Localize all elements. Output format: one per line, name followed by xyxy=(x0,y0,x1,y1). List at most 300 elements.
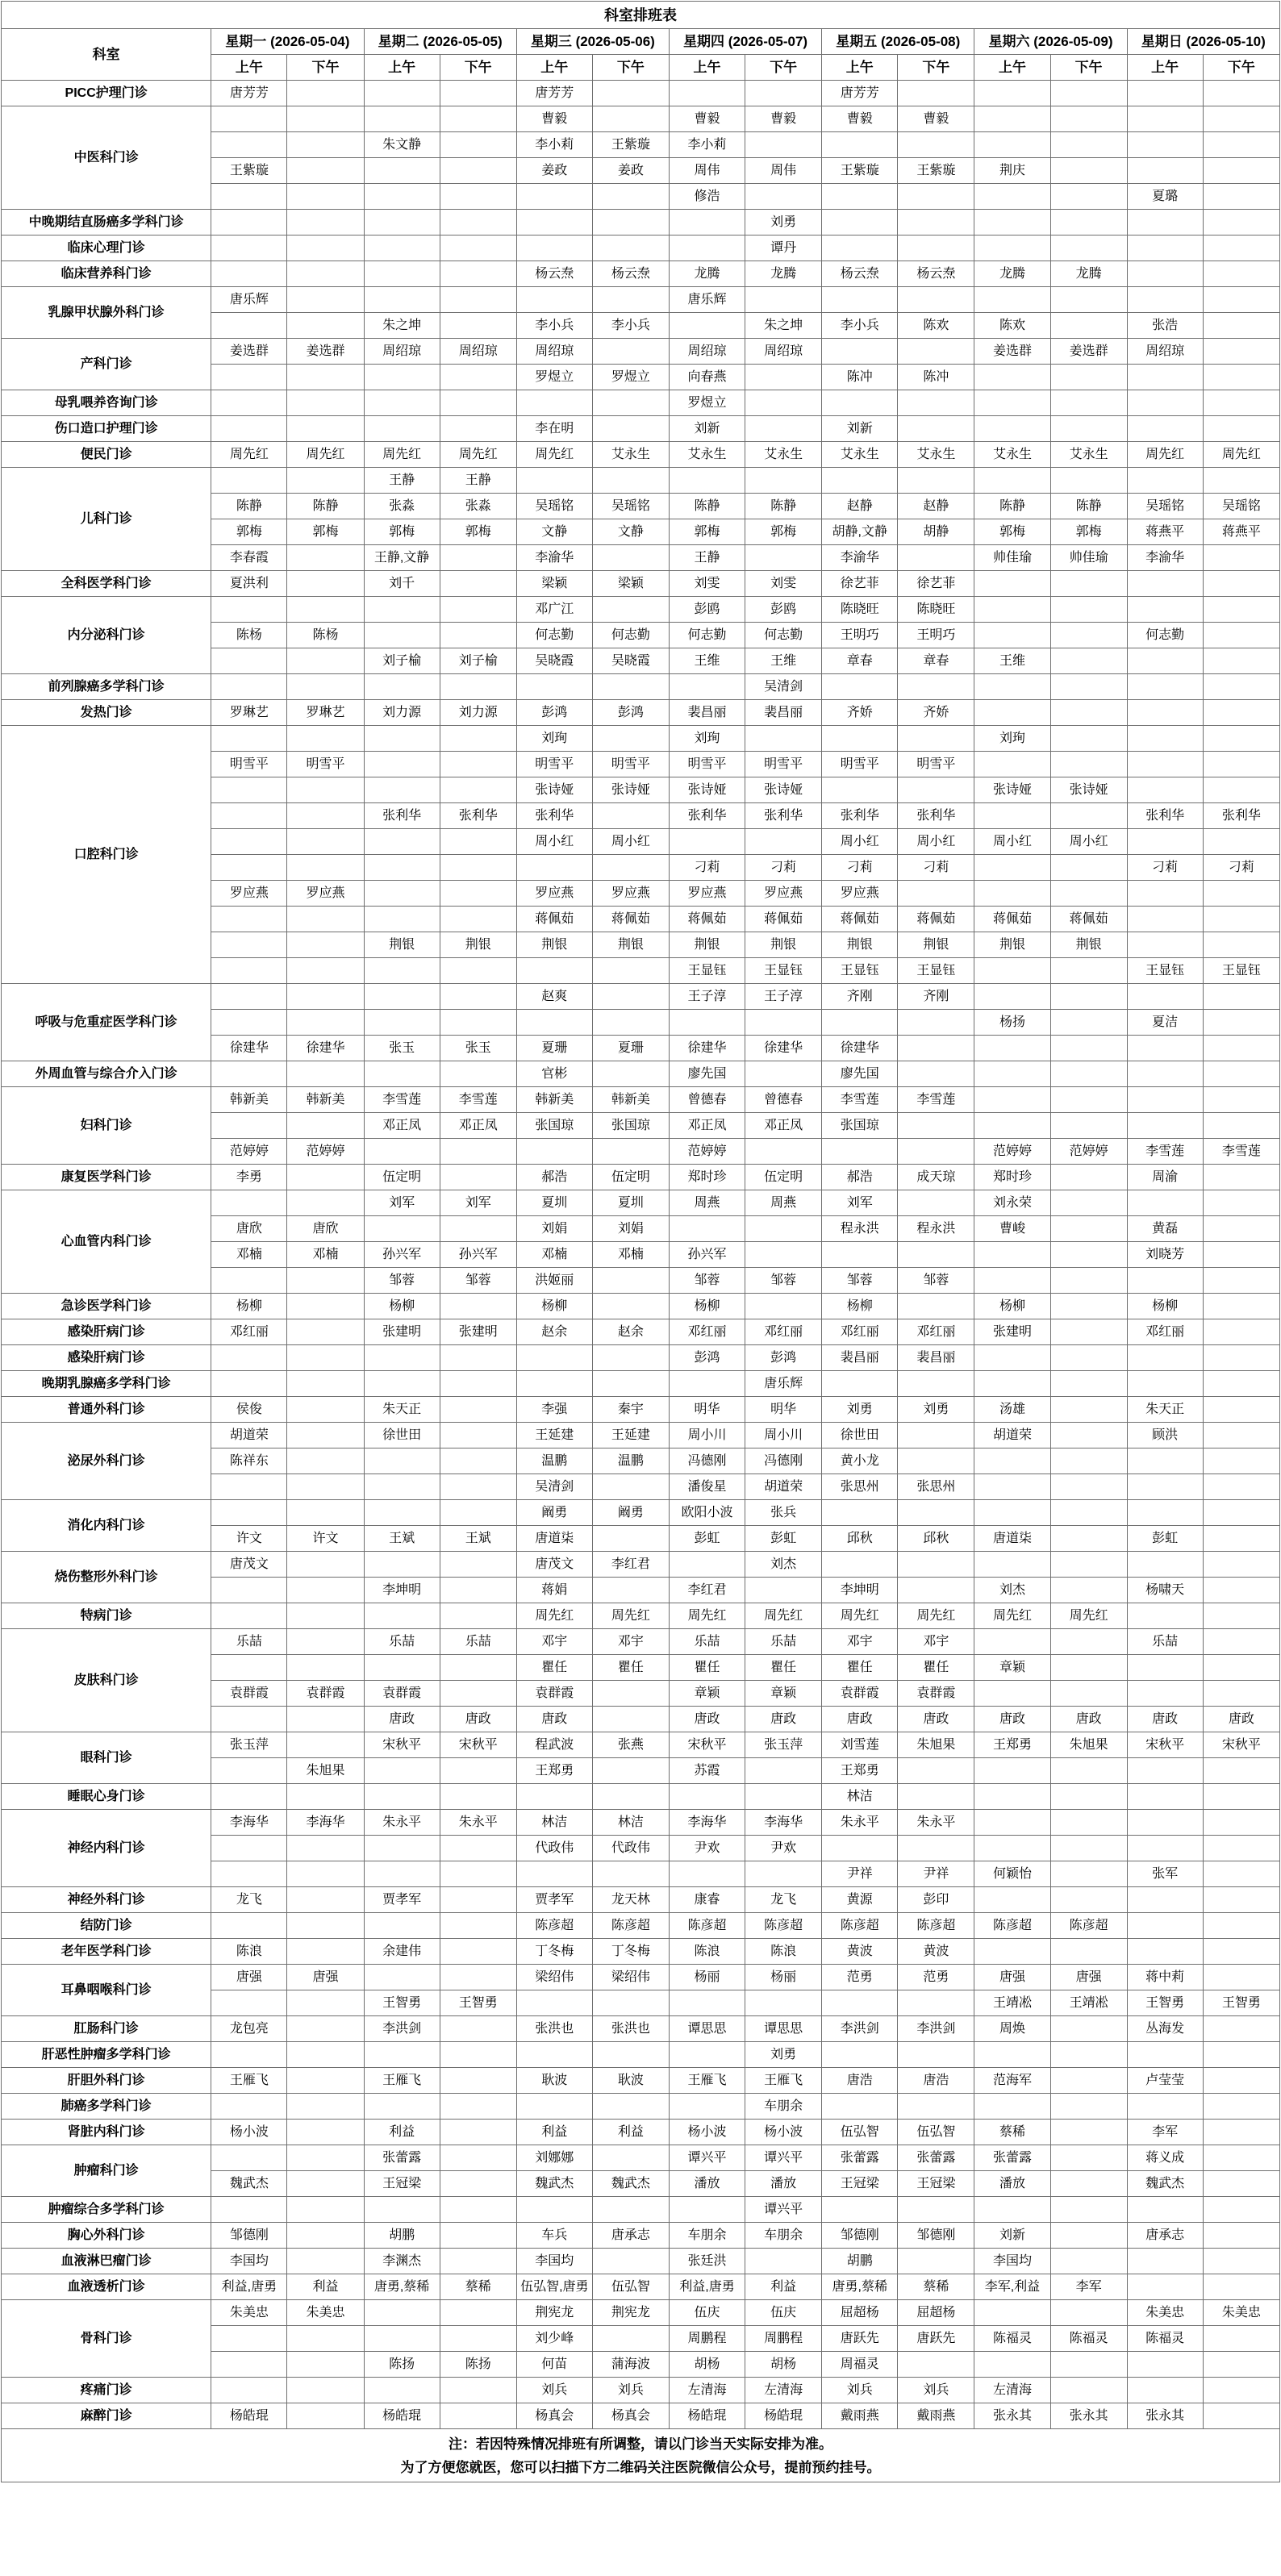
schedule-cell xyxy=(364,1861,440,1887)
schedule-cell xyxy=(516,1345,592,1371)
schedule-cell: 龙包亮 xyxy=(211,2016,287,2042)
schedule-cell xyxy=(669,674,745,700)
schedule-cell xyxy=(592,1707,669,1732)
schedule-cell xyxy=(440,1939,516,1965)
schedule-cell xyxy=(287,829,364,855)
schedule-cell: 周小红 xyxy=(1050,829,1127,855)
schedule-cell: 章春 xyxy=(898,648,974,674)
schedule-cell: 黄源 xyxy=(822,1887,898,1913)
schedule-cell xyxy=(211,1578,287,1603)
schedule-cell xyxy=(1050,803,1127,829)
schedule-cell: 曹毅 xyxy=(822,106,898,132)
schedule-cell xyxy=(1050,210,1127,236)
schedule-cell: 周福灵 xyxy=(822,2352,898,2378)
schedule-cell: 邓红丽 xyxy=(211,1319,287,1345)
schedule-cell xyxy=(440,313,516,339)
schedule-cell: 罗应燕 xyxy=(211,881,287,907)
schedule-cell: 朱永平 xyxy=(364,1810,440,1836)
schedule-cell: 陈静 xyxy=(974,494,1050,519)
schedule-cell: 罗煜立 xyxy=(669,390,745,416)
schedule-cell: 瞿任 xyxy=(592,1655,669,1681)
department-name: 呼吸与危重症医学科门诊 xyxy=(2,984,211,1061)
department-name: 肿瘤科门诊 xyxy=(2,2145,211,2197)
schedule-cell: 梁颖 xyxy=(592,571,669,597)
schedule-cell: 朱永平 xyxy=(822,1810,898,1836)
schedule-cell: 唐跃先 xyxy=(898,2326,974,2352)
schedule-cell: 蒋佩茹 xyxy=(745,907,822,932)
schedule-cell xyxy=(1050,1500,1127,1526)
schedule-cell xyxy=(974,1887,1050,1913)
schedule-cell: 谭思思 xyxy=(669,2016,745,2042)
schedule-cell: 李雪莲 xyxy=(1203,1139,1279,1165)
schedule-cell: 蒲海波 xyxy=(592,2352,669,2378)
schedule-cell xyxy=(287,1603,364,1629)
schedule-cell: 张利华 xyxy=(898,803,974,829)
schedule-cell: 许文 xyxy=(211,1526,287,1552)
schedule-cell xyxy=(287,1319,364,1345)
schedule-cell xyxy=(1203,2352,1279,2378)
schedule-cell: 龙腾 xyxy=(974,261,1050,287)
schedule-cell: 胡杨 xyxy=(745,2352,822,2378)
schedule-cell xyxy=(516,236,592,261)
schedule-cell: 邓红丽 xyxy=(669,1319,745,1345)
schedule-cell xyxy=(1050,752,1127,777)
schedule-cell: 李坤明 xyxy=(364,1578,440,1603)
schedule-cell xyxy=(745,1061,822,1087)
schedule-cell xyxy=(287,648,364,674)
schedule-cell xyxy=(1050,1655,1127,1681)
schedule-cell: 黄波 xyxy=(898,1939,974,1965)
schedule-cell xyxy=(1127,1087,1203,1113)
schedule-cell: 周伟 xyxy=(745,158,822,184)
schedule-cell: 代政伟 xyxy=(516,1836,592,1861)
schedule-cell: 陈祥东 xyxy=(211,1448,287,1474)
schedule-cell: 王显钰 xyxy=(669,958,745,984)
schedule-cell xyxy=(211,236,287,261)
schedule-cell xyxy=(898,210,974,236)
schedule-cell: 范婷婷 xyxy=(669,1139,745,1165)
schedule-cell: 王维 xyxy=(745,648,822,674)
schedule-cell xyxy=(1127,571,1203,597)
schedule-cell: 余建伟 xyxy=(364,1939,440,1965)
schedule-cell: 艾永生 xyxy=(898,442,974,468)
schedule-cell: 杨云焘 xyxy=(516,261,592,287)
schedule-cell: 荆银 xyxy=(974,932,1050,958)
schedule-cell xyxy=(1050,2352,1127,2378)
table-row xyxy=(2,2378,1280,2403)
schedule-cell xyxy=(440,855,516,881)
schedule-cell xyxy=(364,1552,440,1578)
schedule-cell: 尹祥 xyxy=(822,1861,898,1887)
department-name: 耳鼻咽喉科门诊 xyxy=(2,1965,211,2016)
table-row xyxy=(2,1087,1280,1113)
schedule-cell xyxy=(745,1242,822,1268)
schedule-cell: 陈彦超 xyxy=(1050,1913,1127,1939)
department-name: 心血管内科门诊 xyxy=(2,1190,211,1294)
schedule-cell xyxy=(211,1474,287,1500)
schedule-cell xyxy=(974,958,1050,984)
department-name: 血液透析门诊 xyxy=(2,2274,211,2300)
schedule-cell: 胡道荣 xyxy=(974,1423,1050,1448)
schedule-cell: 彭印 xyxy=(898,1887,974,1913)
schedule-cell: 唐道柒 xyxy=(974,1526,1050,1552)
schedule-cell: 裴昌丽 xyxy=(669,700,745,726)
schedule-cell: 魏武杰 xyxy=(1127,2171,1203,2197)
department-name: 肺癌多学科门诊 xyxy=(2,2094,211,2120)
schedule-cell: 官彬 xyxy=(516,1061,592,1087)
schedule-cell: 周先红 xyxy=(211,442,287,468)
schedule-cell xyxy=(440,236,516,261)
schedule-cell xyxy=(287,1939,364,1965)
department-name: 伤口造口护理门诊 xyxy=(2,416,211,442)
schedule-cell: 邓楠 xyxy=(287,1242,364,1268)
schedule-cell: 刁莉 xyxy=(898,855,974,881)
schedule-cell xyxy=(440,1681,516,1707)
schedule-cell xyxy=(1203,2403,1279,2429)
schedule-cell: 何志勤 xyxy=(669,623,745,648)
schedule-cell xyxy=(1127,597,1203,623)
schedule-cell xyxy=(1203,752,1279,777)
schedule-cell: 李小莉 xyxy=(516,132,592,158)
schedule-cell xyxy=(364,2300,440,2326)
schedule-cell: 左清海 xyxy=(974,2378,1050,2403)
schedule-cell xyxy=(440,2300,516,2326)
schedule-cell: 张利华 xyxy=(1127,803,1203,829)
schedule-cell: 王雁飞 xyxy=(669,2068,745,2094)
schedule-cell xyxy=(287,932,364,958)
schedule-cell xyxy=(440,1965,516,1990)
schedule-cell xyxy=(898,2352,974,2378)
schedule-cell: 杨云焘 xyxy=(592,261,669,287)
department-name: 烧伤整形外科门诊 xyxy=(2,1552,211,1603)
schedule-cell: 彭虹 xyxy=(745,1526,822,1552)
schedule-cell xyxy=(1050,958,1127,984)
schedule-cell xyxy=(745,132,822,158)
schedule-cell xyxy=(287,1474,364,1500)
schedule-cell xyxy=(1203,1629,1279,1655)
schedule-cell xyxy=(211,365,287,390)
schedule-cell: 魏武杰 xyxy=(211,2171,287,2197)
schedule-cell xyxy=(669,1552,745,1578)
schedule-cell: 杨柳 xyxy=(516,1294,592,1319)
schedule-cell xyxy=(440,571,516,597)
schedule-cell: 明雪平 xyxy=(516,752,592,777)
schedule-cell: 宋秋平 xyxy=(1127,1732,1203,1758)
schedule-cell xyxy=(1050,2068,1127,2094)
schedule-cell: 荆银 xyxy=(364,932,440,958)
schedule-cell: 姜选群 xyxy=(287,339,364,365)
schedule-cell xyxy=(1203,1474,1279,1500)
schedule-cell: 唐政 xyxy=(1127,1707,1203,1732)
schedule-cell xyxy=(440,2326,516,2352)
schedule-cell xyxy=(898,1061,974,1087)
schedule-cell xyxy=(211,132,287,158)
schedule-cell: 罗应燕 xyxy=(745,881,822,907)
schedule-cell: 张兵 xyxy=(745,1500,822,1526)
schedule-cell xyxy=(440,1216,516,1242)
schedule-cell xyxy=(287,2352,364,2378)
schedule-cell: 李渝华 xyxy=(1127,545,1203,571)
schedule-cell: 丁冬梅 xyxy=(592,1939,669,1965)
schedule-cell: 李春霞 xyxy=(211,545,287,571)
table-row xyxy=(2,390,1280,416)
schedule-cell xyxy=(1127,2197,1203,2223)
schedule-cell xyxy=(287,2223,364,2249)
table-row xyxy=(2,106,1280,132)
schedule-cell: 章颖 xyxy=(745,1681,822,1707)
schedule-cell: 康睿 xyxy=(669,1887,745,1913)
schedule-cell xyxy=(1203,1113,1279,1139)
schedule-cell xyxy=(669,1371,745,1397)
schedule-cell xyxy=(211,1913,287,1939)
schedule-cell xyxy=(364,1345,440,1371)
schedule-cell xyxy=(287,1268,364,1294)
schedule-cell xyxy=(822,777,898,803)
schedule-cell xyxy=(1050,1294,1127,1319)
schedule-cell: 唐承志 xyxy=(592,2223,669,2249)
schedule-cell xyxy=(1127,1913,1203,1939)
schedule-cell xyxy=(1203,390,1279,416)
table-row xyxy=(2,2249,1280,2274)
schedule-cell xyxy=(1050,700,1127,726)
schedule-cell: 刘晓芳 xyxy=(1127,1242,1203,1268)
schedule-cell xyxy=(364,184,440,210)
schedule-cell xyxy=(364,984,440,1010)
schedule-cell: 郭梅 xyxy=(364,519,440,545)
schedule-cell xyxy=(1127,932,1203,958)
schedule-cell: 张建明 xyxy=(440,1319,516,1345)
schedule-cell xyxy=(364,752,440,777)
schedule-cell: 李雪莲 xyxy=(822,1087,898,1113)
pm-header: 下午 xyxy=(592,55,669,81)
schedule-cell xyxy=(287,1578,364,1603)
schedule-cell xyxy=(1203,106,1279,132)
schedule-cell: 王静 xyxy=(669,545,745,571)
schedule-cell: 蒋佩茹 xyxy=(669,907,745,932)
schedule-cell xyxy=(364,1758,440,1784)
schedule-cell: 瞿任 xyxy=(898,1655,974,1681)
schedule-cell: 胡鹏 xyxy=(364,2223,440,2249)
schedule-cell: 邓楠 xyxy=(592,1242,669,1268)
schedule-cell: 王维 xyxy=(669,648,745,674)
schedule-cell xyxy=(592,1345,669,1371)
schedule-cell xyxy=(287,1294,364,1319)
schedule-cell xyxy=(1050,2016,1127,2042)
schedule-cell: 王静 xyxy=(364,468,440,494)
schedule-cell: 姜政 xyxy=(592,158,669,184)
table-row xyxy=(2,1965,1280,1990)
table-row xyxy=(2,2042,1280,2068)
schedule-cell xyxy=(1203,1319,1279,1345)
schedule-cell xyxy=(287,2403,364,2429)
schedule-cell: 胡静,文静 xyxy=(822,519,898,545)
schedule-cell: 范海军 xyxy=(974,2068,1050,2094)
schedule-cell: 蒋义成 xyxy=(1127,2145,1203,2171)
schedule-cell xyxy=(211,1345,287,1371)
schedule-cell: 明雪平 xyxy=(745,752,822,777)
schedule-cell xyxy=(592,1526,669,1552)
schedule-cell: 邓宇 xyxy=(822,1629,898,1655)
schedule-cell: 利益,唐勇 xyxy=(211,2274,287,2300)
schedule-cell: 利益,唐勇 xyxy=(669,2274,745,2300)
schedule-cell: 唐强 xyxy=(211,1965,287,1990)
schedule-cell xyxy=(974,1474,1050,1500)
schedule-cell xyxy=(1203,829,1279,855)
schedule-cell xyxy=(440,726,516,752)
schedule-cell: 伍弘智 xyxy=(898,2120,974,2145)
schedule-cell: 章春 xyxy=(822,648,898,674)
schedule-cell: 唐浩 xyxy=(822,2068,898,2094)
schedule-cell xyxy=(440,752,516,777)
schedule-cell: 艾永生 xyxy=(592,442,669,468)
schedule-cell: 杨柳 xyxy=(822,1294,898,1319)
schedule-cell: 刘少峰 xyxy=(516,2326,592,2352)
schedule-cell: 唐芳芳 xyxy=(822,81,898,106)
schedule-cell: 刘兵 xyxy=(516,2378,592,2403)
schedule-cell xyxy=(1203,1861,1279,1887)
schedule-cell: 周燕 xyxy=(669,1190,745,1216)
schedule-cell: 刘雪莲 xyxy=(822,1732,898,1758)
schedule-cell: 唐芳芳 xyxy=(211,81,287,106)
schedule-cell xyxy=(974,700,1050,726)
schedule-cell xyxy=(287,1707,364,1732)
schedule-cell: 吴瑶铭 xyxy=(592,494,669,519)
schedule-cell: 龙腾 xyxy=(669,261,745,287)
schedule-cell xyxy=(1050,106,1127,132)
schedule-cell xyxy=(1127,1939,1203,1965)
schedule-cell: 陈杨 xyxy=(287,623,364,648)
schedule-cell xyxy=(898,1113,974,1139)
schedule-cell: 周绍琼 xyxy=(440,339,516,365)
schedule-cell xyxy=(974,390,1050,416)
schedule-cell: 范婷婷 xyxy=(974,1139,1050,1165)
schedule-cell xyxy=(440,210,516,236)
schedule-cell xyxy=(287,2249,364,2274)
schedule-cell xyxy=(1050,1758,1127,1784)
schedule-cell: 周小红 xyxy=(974,829,1050,855)
schedule-cell xyxy=(1050,468,1127,494)
schedule-cell: 邓正凤 xyxy=(745,1113,822,1139)
schedule-cell: 朱之坤 xyxy=(364,313,440,339)
schedule-cell xyxy=(440,777,516,803)
schedule-cell: 瞿任 xyxy=(516,1655,592,1681)
schedule-cell xyxy=(592,2042,669,2068)
schedule-cell xyxy=(440,2120,516,2145)
notes-row xyxy=(2,2429,1280,2482)
schedule-cell xyxy=(1127,726,1203,752)
schedule-cell: 魏武杰 xyxy=(516,2171,592,2197)
schedule-cell xyxy=(592,210,669,236)
schedule-cell xyxy=(211,261,287,287)
schedule-cell xyxy=(974,287,1050,313)
schedule-cell: 陈静 xyxy=(1050,494,1127,519)
schedule-cell xyxy=(669,1990,745,2016)
schedule-cell xyxy=(287,1371,364,1397)
schedule-cell: 尹欢 xyxy=(669,1836,745,1861)
schedule-cell xyxy=(974,2094,1050,2120)
schedule-cell: 郝浩 xyxy=(516,1165,592,1190)
schedule-cell xyxy=(669,210,745,236)
schedule-cell: 周小红 xyxy=(516,829,592,855)
schedule-cell: 刘力源 xyxy=(364,700,440,726)
schedule-cell xyxy=(1050,2145,1127,2171)
schedule-cell: 帅佳瑜 xyxy=(974,545,1050,571)
schedule-cell: 彭鸿 xyxy=(516,700,592,726)
schedule-cell xyxy=(592,1474,669,1500)
schedule-cell xyxy=(974,1500,1050,1526)
schedule-cell xyxy=(516,2197,592,2223)
schedule-cell: 成天琼 xyxy=(898,1165,974,1190)
schedule-cell xyxy=(211,597,287,623)
schedule-cell: 刘兵 xyxy=(898,2378,974,2403)
schedule-cell: 艾永生 xyxy=(745,442,822,468)
schedule-cell: 胡道荣 xyxy=(211,1423,287,1448)
schedule-cell: 姜政 xyxy=(516,158,592,184)
schedule-cell xyxy=(287,984,364,1010)
schedule-cell: 唐政 xyxy=(1050,1707,1127,1732)
schedule-cell: 周先红 xyxy=(440,442,516,468)
schedule-cell xyxy=(440,1345,516,1371)
schedule-cell xyxy=(669,1861,745,1887)
schedule-cell: 蔡稀 xyxy=(440,2274,516,2300)
schedule-cell: 何志勤 xyxy=(516,623,592,648)
schedule-cell: 乐喆 xyxy=(669,1629,745,1655)
table-row xyxy=(2,2016,1280,2042)
schedule-cell: 韩新美 xyxy=(516,1087,592,1113)
schedule-cell: 乐喆 xyxy=(364,1629,440,1655)
footer-note-line: 为了方便您就医，您可以扫描下方二维码关注医院微信公众号，提前预约挂号。 xyxy=(400,2459,881,2475)
schedule-cell xyxy=(592,597,669,623)
schedule-cell xyxy=(1050,1113,1127,1139)
schedule-cell xyxy=(592,2094,669,2120)
schedule-cell xyxy=(1203,1165,1279,1190)
schedule-cell: 李渝华 xyxy=(822,545,898,571)
day-header-wed: 星期三 (2026-05-06) xyxy=(516,29,669,55)
schedule-cell: 张建明 xyxy=(364,1319,440,1345)
department-name: 全科医学科门诊 xyxy=(2,571,211,597)
table-row xyxy=(2,2223,1280,2249)
schedule-cell xyxy=(745,1216,822,1242)
schedule-cell xyxy=(898,1836,974,1861)
schedule-cell: 邹蓉 xyxy=(364,1268,440,1294)
schedule-cell xyxy=(822,1836,898,1861)
table-row xyxy=(2,674,1280,700)
schedule-cell xyxy=(440,1913,516,1939)
schedule-cell xyxy=(974,1784,1050,1810)
schedule-cell xyxy=(1203,313,1279,339)
schedule-cell: 吴清剑 xyxy=(745,674,822,700)
schedule-cell: 林洁 xyxy=(822,1784,898,1810)
schedule-cell xyxy=(364,674,440,700)
schedule-cell: 夏圳 xyxy=(592,1190,669,1216)
schedule-cell: 王郑勇 xyxy=(516,1758,592,1784)
schedule-cell: 吴晓霞 xyxy=(592,648,669,674)
schedule-cell: 唐乐辉 xyxy=(745,1371,822,1397)
schedule-cell: 周先红 xyxy=(745,1603,822,1629)
schedule-cell xyxy=(1203,1500,1279,1526)
schedule-cell xyxy=(898,1990,974,2016)
schedule-cell: 乐喆 xyxy=(211,1629,287,1655)
schedule-cell xyxy=(898,726,974,752)
schedule-cell xyxy=(822,1139,898,1165)
schedule-cell: 胡道荣 xyxy=(745,1474,822,1500)
schedule-cell xyxy=(898,777,974,803)
schedule-cell xyxy=(1050,1397,1127,1423)
schedule-cell xyxy=(745,184,822,210)
schedule-cell xyxy=(287,81,364,106)
schedule-cell: 周先红 xyxy=(287,442,364,468)
schedule-cell xyxy=(364,2197,440,2223)
